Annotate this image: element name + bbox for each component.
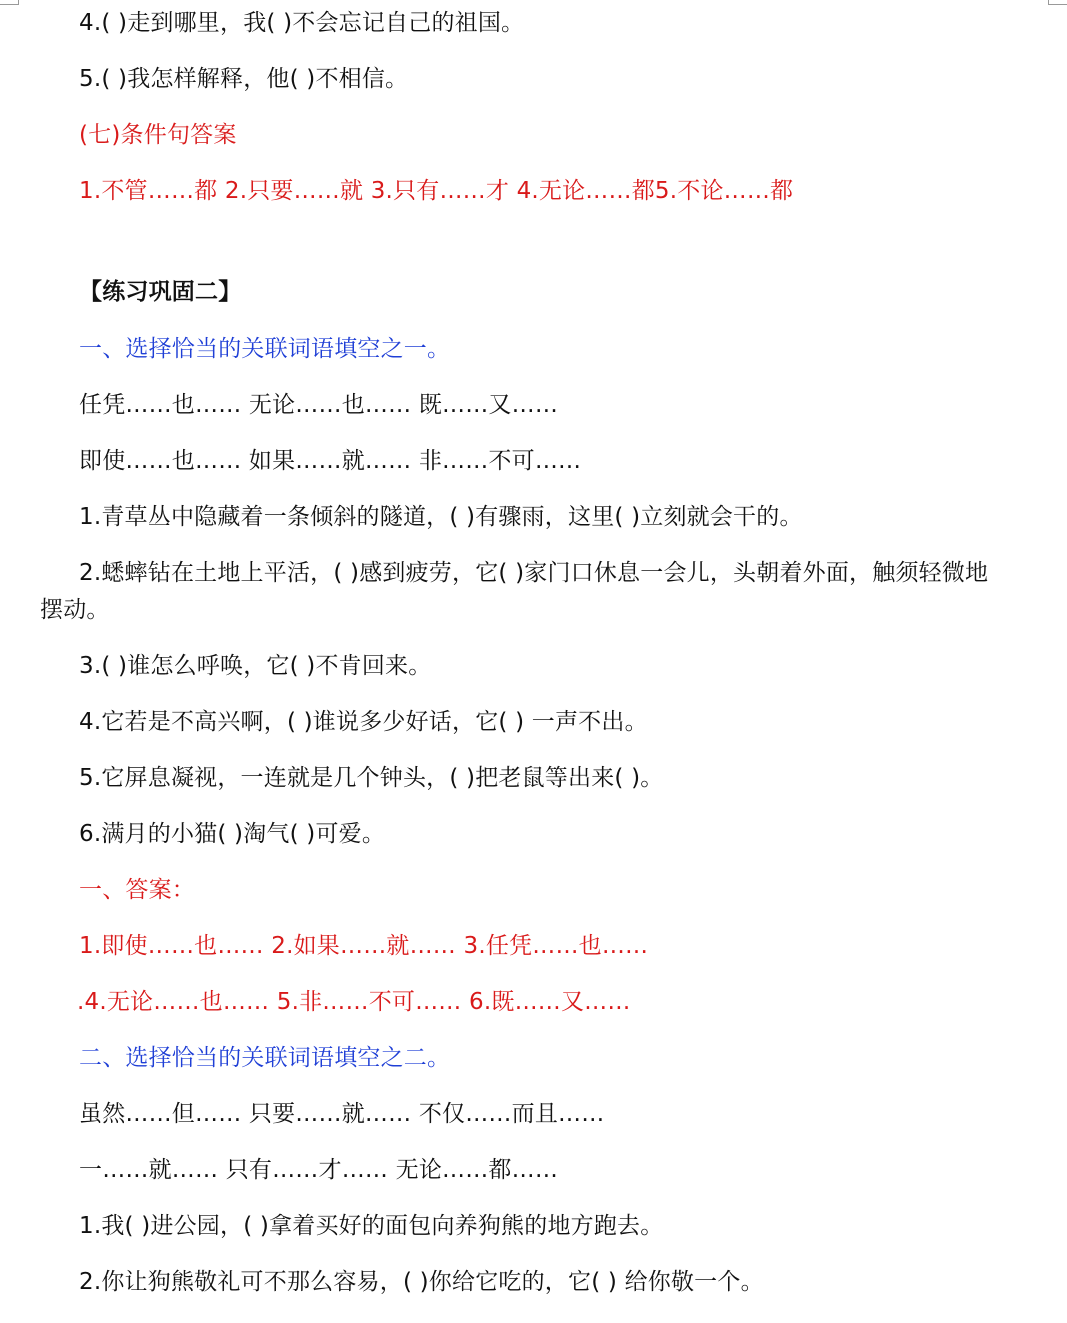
section-heading-part-2: 二、选择恰当的关联词语填空之二。 (79, 1045, 451, 1071)
answer-line-2: .4.无论……也…… 5.非……不可…… 6.既……又…… (77, 989, 631, 1015)
question-2: 2.蟋蟀钻在土地上平活，( )感到疲劳，它( )家门口休息一会儿，头朝着外面，触须轻微地摆动。 (40, 560, 989, 623)
answer-line-1: 1.即使……也…… 2.如果……就…… 3.任凭……也…… (79, 933, 649, 959)
word-bank-row-1: 任凭……也…… 无论……也…… 既……又…… (79, 392, 559, 418)
question-6: 6.满月的小猫( )淘气( )可爱。 (79, 821, 386, 847)
corner-mark-right (1048, 0, 1067, 5)
question-5: 5.它屏息凝视，一连就是几个钟头，( )把老鼠等出来( )。 (79, 765, 664, 791)
question-4: 4.它若是不高兴啊，( )谁说多少好话，它( ) 一声不出。 (79, 709, 648, 735)
question-1: 1.青草丛中隐藏着一条倾斜的隧道，( )有骤雨，这里( )立刻就会干的。 (79, 504, 803, 530)
answer-heading-part-1: 一、答案： (79, 877, 195, 903)
word-bank-row-4: 一……就…… 只有……才…… 无论……都…… (79, 1157, 559, 1183)
corner-mark-left (0, 0, 19, 5)
answer-line-conditional: 1.不管……都 2.只要……就 3.只有……才 4.无论……都5.不论……都 (79, 178, 794, 204)
word-bank-row-2: 即使……也…… 如果……就…… 非……不可…… (79, 448, 582, 474)
exercise-item-5: 5.( )我怎样解释，他( )不相信。 (79, 66, 409, 92)
question-2-1: 1.我( )进公园，( )拿着买好的面包向养狗熊的地方跑去。 (79, 1213, 664, 1239)
question-3: 3.( )谁怎么呼唤，它( )不肯回来。 (79, 653, 432, 679)
answer-heading-conditional: (七)条件句答案 (79, 122, 237, 148)
question-2-2: 2.你让狗熊敬礼可不那么容易，( )你给它吃的，它( ) 给你敬一个。 (79, 1269, 764, 1295)
word-bank-row-3: 虽然……但…… 只要……就…… 不仅……而且…… (79, 1101, 605, 1127)
section-title-practice-2: 【练习巩固二】 (79, 279, 242, 305)
section-heading-part-1: 一、选择恰当的关联词语填空之一。 (79, 336, 451, 362)
exercise-item-4: 4.( )走到哪里，我( )不会忘记自己的祖国。 (79, 10, 525, 36)
